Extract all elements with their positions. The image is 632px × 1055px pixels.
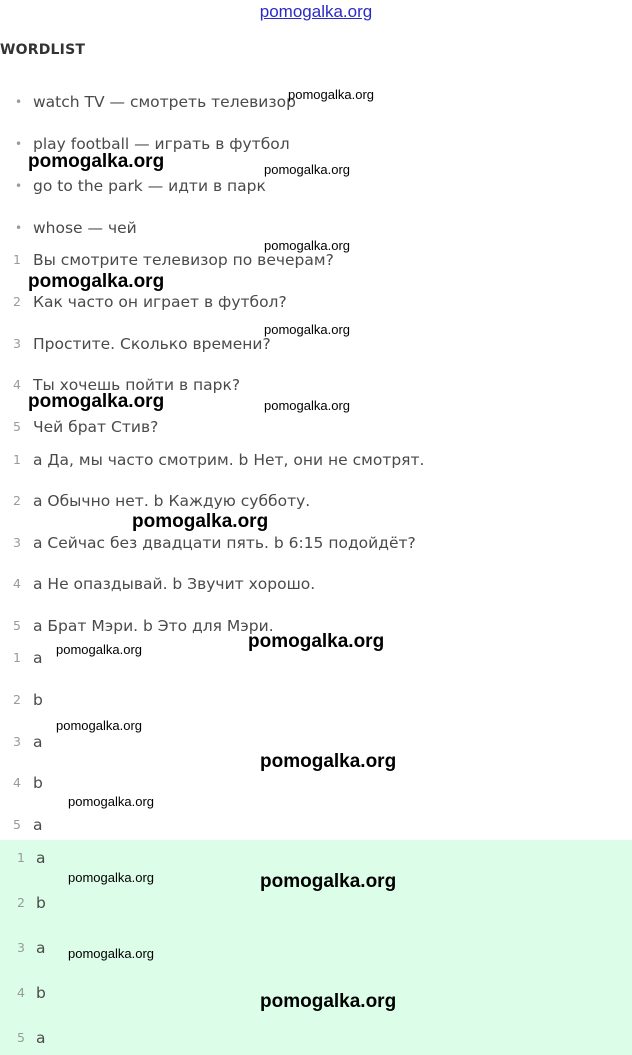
watermark: pomogalka.org <box>56 642 142 657</box>
answer-text: a <box>36 849 46 867</box>
watermark: pomogalka.org <box>132 511 269 532</box>
item-number: 2 <box>17 895 25 910</box>
item-number: 3 <box>17 940 25 955</box>
watermark: pomogalka.org <box>68 870 154 885</box>
site-link[interactable]: pomogalka.org <box>259 2 373 21</box>
watermark: pomogalka.org <box>260 991 397 1012</box>
answer-text: a <box>33 649 43 667</box>
item-number: 1 <box>13 252 21 267</box>
option-text: a Сейчас без двадцати пять. b 6:15 подойдёт? <box>33 534 416 552</box>
bullet: • <box>15 95 23 109</box>
item-number: 3 <box>13 336 21 351</box>
item-number: 1 <box>13 452 21 467</box>
watermark: pomogalka.org <box>264 398 350 413</box>
watermark: pomogalka.org <box>28 271 165 292</box>
answer-text: a <box>33 733 43 751</box>
watermark: pomogalka.org <box>68 794 154 809</box>
watermark: pomogalka.org <box>248 631 385 652</box>
watermark: pomogalka.org <box>264 322 350 337</box>
watermark: pomogalka.org <box>68 946 154 961</box>
answer-text: b <box>33 774 43 792</box>
question-text: Как часто он играет в футбол? <box>33 293 287 311</box>
watermark: pomogalka.org <box>260 751 397 772</box>
watermark: pomogalka.org <box>260 871 397 892</box>
item-number: 3 <box>13 535 21 550</box>
question-text: Простите. Сколько времени? <box>33 335 271 353</box>
item-number: 2 <box>13 692 21 707</box>
option-text: a Да, мы часто смотрим. b Нет, они не смотрят. <box>33 451 425 469</box>
answer-text: a <box>36 939 46 957</box>
question-text: Вы смотрите телевизор по вечерам? <box>33 251 334 269</box>
watermark: pomogalka.org <box>288 87 374 102</box>
item-number: 2 <box>13 294 21 309</box>
wordlist-text: go to the park — идти в парк <box>33 177 266 195</box>
page-title: WORDLIST <box>0 42 86 58</box>
answer-text: a <box>33 816 43 834</box>
question-text: Ты хочешь пойти в парк? <box>33 376 241 394</box>
option-text: a Обычно нет. b Каждую субботу. <box>33 492 311 510</box>
item-number: 5 <box>17 1030 25 1045</box>
answer-text: b <box>33 691 43 709</box>
option-text: a Не опаздывай. b Звучит хорошо. <box>33 575 316 593</box>
bullet: • <box>15 137 23 151</box>
answer-text: b <box>36 984 46 1002</box>
item-number: 5 <box>13 618 21 633</box>
item-number: 1 <box>17 850 25 865</box>
option-text: a Брат Мэри. b Это для Мэри. <box>33 617 274 635</box>
item-number: 4 <box>13 377 21 392</box>
item-number: 1 <box>13 650 21 665</box>
wordlist-text: whose — чей <box>33 219 137 237</box>
item-number: 4 <box>17 985 25 1000</box>
wordlist-text: play football — играть в футбол <box>33 135 290 153</box>
wordlist-text: watch TV — смотреть телевизор <box>33 93 296 111</box>
item-number: 4 <box>13 576 21 591</box>
watermark: pomogalka.org <box>28 391 165 412</box>
bullet: • <box>15 221 23 235</box>
bullet: • <box>15 179 23 193</box>
item-number: 5 <box>13 419 21 434</box>
watermark: pomogalka.org <box>28 151 165 172</box>
item-number: 2 <box>13 493 21 508</box>
item-number: 5 <box>13 817 21 832</box>
answer-text: b <box>36 894 46 912</box>
item-number: 3 <box>13 734 21 749</box>
watermark: pomogalka.org <box>56 718 142 733</box>
question-text: Чей брат Стив? <box>33 418 159 436</box>
answer-text: a <box>36 1029 46 1047</box>
watermark: pomogalka.org <box>264 162 350 177</box>
watermark: pomogalka.org <box>264 238 350 253</box>
item-number: 4 <box>13 775 21 790</box>
